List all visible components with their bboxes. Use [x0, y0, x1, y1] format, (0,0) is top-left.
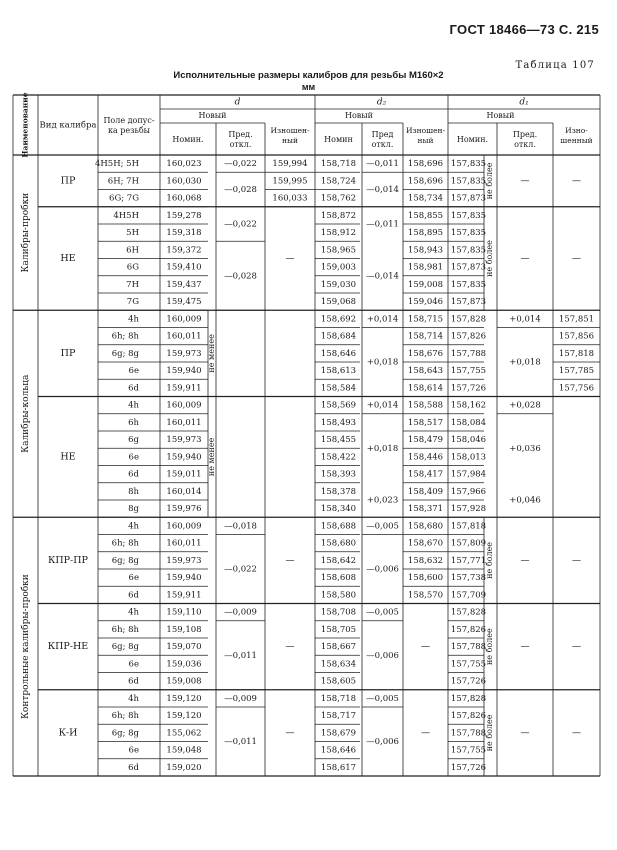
not-less-label: не менее: [207, 334, 216, 373]
tolerance-field: 4h: [128, 314, 139, 325]
not-more-label: не более: [485, 240, 494, 277]
d1-nominal: 157,835: [450, 176, 487, 187]
d2-worn: 158,643: [407, 366, 444, 377]
d2-nominal: 158,340: [320, 504, 357, 515]
d2-limit-deviation: +0,023: [366, 495, 399, 506]
d2-worn: 158,696: [407, 176, 444, 187]
d2-limit-deviation: —0,011: [366, 219, 399, 230]
d-limit-deviation: —0,009: [224, 693, 257, 704]
dash: —: [285, 254, 295, 264]
d2-limit-deviation: —0,005: [366, 693, 399, 704]
d2-nominal: 159,068: [320, 297, 357, 308]
d-nominal: 159,008: [166, 676, 202, 687]
d2-limit-deviation: +0,018: [366, 443, 399, 454]
tolerance-field: 6e: [128, 745, 139, 756]
d-nominal: 160,014: [166, 486, 202, 497]
d1-nominal: 157,873: [450, 297, 487, 308]
tolerance-field: 6g: [128, 435, 139, 446]
d-nominal: 160,011: [166, 331, 202, 342]
d1-nominal: 157,828: [450, 314, 487, 325]
header-naming: Наименование: [20, 92, 30, 158]
d2-nominal: 158,580: [320, 590, 357, 601]
d2-worn: 158,371: [407, 504, 444, 515]
d2-nominal: 158,493: [320, 417, 357, 428]
d-limit-deviation: —0,028: [224, 185, 257, 195]
d2-limit-deviation: —0,006: [366, 650, 399, 661]
d2-nominal: 158,617: [320, 762, 357, 773]
gauge-type-label: ПР: [60, 175, 76, 187]
tolerance-field: 6h; 8h: [111, 331, 139, 342]
d1-nominal: 157,828: [450, 693, 487, 704]
not-more-label: не более: [485, 162, 494, 200]
d1-nominal: 157,966: [450, 486, 487, 497]
d-nominal: 159,070: [166, 642, 202, 653]
d2-limit-deviation: —0,005: [366, 521, 399, 532]
d2-nominal: 158,455: [320, 435, 357, 446]
tolerance-field: 4h: [128, 521, 139, 532]
tolerance-field: 6d: [128, 676, 139, 687]
d2-limit-deviation: —0,005: [366, 607, 399, 618]
d2-worn: 158,417: [407, 469, 444, 480]
tolerance-field: 6G; 7G: [109, 193, 139, 204]
gauge-type-label: К-И: [58, 727, 78, 739]
d-nominal: 159,437: [166, 279, 202, 290]
gauge-type-label: КПР-ПР: [48, 554, 88, 566]
tolerance-field: 4h: [128, 400, 139, 411]
d1-nominal: 157,826: [450, 331, 487, 342]
d-nominal: 159,973: [166, 435, 202, 446]
header-d: d: [234, 97, 241, 108]
d2-worn: 159,008: [407, 279, 444, 290]
d2-limit-deviation: —0,011: [366, 159, 399, 170]
d-nominal: 159,318: [166, 228, 202, 239]
d2-worn: 158,479: [407, 435, 444, 446]
dash: —: [572, 555, 581, 566]
d2-nominal: 158,912: [320, 228, 357, 239]
d2-limit-deviation: +0,014: [366, 314, 399, 325]
gauge-type-label: НЕ: [60, 253, 76, 264]
d2-nominal: 158,680: [320, 538, 357, 549]
d1-nominal: 157,835: [450, 159, 487, 170]
d1-nominal: 157,809: [450, 538, 487, 549]
d-limit-deviation: —0,011: [224, 737, 257, 747]
d2-worn: 158,715: [407, 314, 444, 325]
table-unit: мм: [301, 82, 316, 92]
header-worn: Изношен-: [270, 126, 310, 135]
header-nominal: Номин.: [456, 135, 489, 144]
tolerance-field: 6d: [128, 469, 139, 480]
d1-nominal: 157,835: [450, 245, 487, 256]
d1-nominal: 158,046: [450, 435, 487, 446]
d-worn: 160,033: [272, 193, 308, 204]
header-worn: Изно-: [565, 126, 588, 135]
header-limit-dev: откл.: [229, 140, 252, 149]
tolerance-field: 7G: [126, 297, 139, 308]
standard-header: ГОСТ 18466—73 С. 215: [449, 22, 599, 37]
d-nominal: 160,030: [166, 176, 202, 187]
d1-nominal: 157,788: [450, 348, 487, 359]
d2-nominal: 158,724: [320, 176, 357, 187]
d1-limit-deviation: +0,028: [509, 400, 541, 411]
d1-limit-deviation: +0,014: [509, 314, 541, 325]
d2-nominal: 158,679: [320, 728, 357, 739]
d2-worn: 158,600: [407, 573, 444, 584]
gauge-type-label: КПР-НЕ: [47, 641, 89, 653]
d2-nominal: 158,646: [320, 745, 357, 756]
d1-nominal: 158,013: [450, 452, 487, 463]
d2-nominal: 158,608: [320, 573, 357, 584]
tolerance-field: 6d: [128, 762, 139, 773]
tolerance-field: 6e: [128, 659, 139, 670]
d2-nominal: 158,605: [320, 676, 357, 687]
d2-worn: 158,895: [407, 228, 444, 239]
d1-nominal: 158,084: [450, 417, 487, 428]
d-nominal: 160,011: [166, 538, 202, 549]
d1-nominal: 157,835: [450, 210, 487, 221]
d2-limit-deviation: —0,014: [366, 271, 399, 282]
tolerance-field: 6Н; 7Н: [107, 176, 139, 187]
d2-nominal: 158,613: [320, 366, 357, 377]
not-more-label: не более: [485, 628, 494, 666]
dash: —: [421, 728, 430, 739]
tolerance-field: 6h; 8h: [111, 624, 139, 635]
tolerance-field: 4Н5Н; 5Н: [94, 159, 139, 170]
group-label: Контрольные калибры-пробки: [21, 574, 31, 720]
d-limit-deviation: —0,028: [224, 271, 257, 282]
d2-limit-deviation: —0,006: [366, 737, 399, 747]
d-nominal: 159,120: [166, 711, 202, 722]
d1-nominal: 157,984: [450, 469, 487, 480]
d2-limit-deviation: —0,014: [366, 185, 399, 195]
d-nominal: 159,940: [166, 366, 202, 377]
d2-nominal: 158,378: [320, 486, 357, 497]
d1-worn: 157,785: [558, 366, 595, 377]
dash: —: [285, 728, 295, 739]
d2-worn: 158,943: [407, 245, 444, 256]
d1-limit-deviation: +0,018: [509, 357, 541, 368]
d1-worn: 157,756: [558, 383, 595, 394]
gauge-type-label: НЕ: [60, 451, 76, 463]
d-nominal: 160,009: [166, 400, 202, 411]
d1-nominal: 157,738: [450, 573, 487, 584]
header-worn: ный: [282, 136, 298, 145]
d1-nominal: 157,771: [450, 555, 487, 566]
d1-worn: 157,856: [558, 331, 595, 342]
dash: —: [572, 176, 581, 187]
d2-nominal: 158,718: [320, 693, 357, 704]
d-nominal: 159,475: [166, 297, 202, 308]
d-limit-deviation: —0,022: [224, 564, 257, 575]
d1-limit-deviation: +0,046: [509, 495, 541, 506]
header-new: Новый: [486, 111, 515, 120]
header-limit-dev: откл.: [514, 140, 536, 149]
tolerance-field: 6G: [126, 262, 139, 273]
d1-nominal: 157,788: [450, 728, 487, 739]
d2-worn: 158,680: [407, 521, 444, 532]
d2-worn: 158,570: [407, 590, 444, 601]
d-nominal: 159,973: [166, 348, 202, 359]
d2-worn: 158,588: [407, 400, 444, 411]
d2-nominal: 158,642: [320, 555, 357, 566]
d-nominal: 159,108: [166, 624, 202, 635]
header-worn: ный: [417, 136, 434, 145]
tolerance-field: 7Н: [126, 279, 139, 290]
tolerance-field: 5Н: [126, 228, 139, 239]
d-worn: 159,995: [272, 176, 308, 187]
tolerance-field: 6d: [128, 590, 139, 601]
tolerance-field: 6g; 8g: [111, 642, 139, 653]
dash: —: [520, 176, 530, 187]
d2-nominal: 158,708: [320, 607, 357, 618]
dash: —: [572, 254, 581, 264]
tolerance-field: 8g: [128, 504, 139, 515]
d-nominal: 160,011: [166, 417, 202, 428]
d1-nominal: 157,709: [450, 590, 487, 601]
header-tolerance: Поле допус-: [103, 116, 155, 125]
d-limit-deviation: —0,011: [224, 650, 257, 661]
d1-nominal: 157,826: [450, 624, 487, 635]
dash: —: [421, 642, 430, 653]
d-nominal: 159,410: [166, 262, 202, 273]
d-nominal: 160,068: [166, 193, 202, 204]
d2-limit-deviation: —0,006: [366, 564, 399, 575]
d2-worn: 158,981: [407, 262, 444, 273]
d1-nominal: 157,828: [450, 607, 487, 618]
d2-worn: 158,614: [407, 383, 444, 394]
tolerance-field: 6g; 8g: [111, 728, 139, 739]
d-nominal: 159,940: [166, 573, 202, 584]
d2-worn: 158,734: [407, 193, 444, 204]
d2-nominal: 158,634: [320, 659, 357, 670]
d1-worn: 157,818: [558, 348, 595, 359]
dash: —: [520, 642, 530, 653]
d2-worn: 158,696: [407, 159, 444, 170]
d-nominal: 160,009: [166, 314, 202, 325]
d1-worn: 157,851: [558, 314, 595, 325]
d2-worn: 158,855: [407, 210, 444, 221]
d2-nominal: 158,422: [320, 452, 357, 463]
d1-nominal: 157,826: [450, 711, 487, 722]
tolerance-field: 6e: [128, 573, 139, 584]
header-limit-dev: Пред.: [228, 130, 253, 139]
d2-worn: 158,676: [407, 348, 444, 359]
header-worn: шенный: [560, 136, 593, 145]
dash: —: [285, 642, 295, 653]
dash: —: [285, 555, 295, 566]
d-nominal: 159,020: [166, 762, 202, 773]
d2-nominal: 158,762: [320, 193, 357, 204]
tolerance-field: 6g; 8g: [111, 348, 139, 359]
d2-nominal: 158,393: [320, 469, 357, 480]
d2-nominal: 158,646: [320, 348, 357, 359]
d-nominal: 159,976: [166, 504, 202, 515]
d-nominal: 159,036: [166, 659, 202, 670]
dash: —: [572, 642, 581, 653]
header-nominal: Номин.: [172, 135, 204, 144]
d-nominal: 159,372: [166, 245, 202, 256]
d-nominal: 160,009: [166, 521, 202, 532]
d2-nominal: 158,965: [320, 245, 357, 256]
tolerance-field: 4Н5Н: [113, 210, 139, 221]
d-nominal: 159,911: [166, 383, 202, 394]
dash: —: [572, 728, 581, 739]
d-nominal: 159,940: [166, 452, 202, 463]
tolerance-field: 4h: [128, 607, 139, 618]
d2-limit-deviation: +0,018: [366, 357, 399, 368]
d1-nominal: 157,928: [450, 504, 487, 515]
d1-nominal: 157,873: [450, 262, 487, 273]
d2-nominal: 158,684: [320, 331, 357, 342]
d2-worn: 158,714: [407, 331, 444, 342]
d1-nominal: 157,726: [450, 383, 487, 394]
d1-nominal: 157,835: [450, 279, 487, 290]
tolerance-field: 6e: [128, 452, 139, 463]
d-nominal: 159,278: [166, 210, 202, 221]
d1-nominal: 157,873: [450, 193, 487, 204]
d-limit-deviation: —0,009: [224, 607, 257, 618]
d2-nominal: 158,692: [320, 314, 357, 325]
d2-worn: 159,046: [407, 297, 444, 308]
dash: —: [520, 728, 530, 739]
not-more-label: не более: [485, 714, 494, 752]
d1-nominal: 157,755: [450, 659, 487, 670]
group-label: Калибры-кольца: [21, 374, 31, 453]
tolerance-field: 6d: [128, 383, 139, 394]
header-limit-dev: откл.: [371, 140, 394, 149]
d2-nominal: 158,718: [320, 159, 357, 170]
header-worn: Изношен-: [405, 126, 446, 135]
tolerance-field: 6e: [128, 366, 139, 377]
header-new: Новый: [198, 111, 227, 120]
not-more-label: не более: [485, 541, 494, 579]
d2-nominal: 158,688: [320, 521, 357, 532]
d1-nominal: 157,726: [450, 676, 487, 687]
header-nominal: Номин: [324, 135, 353, 144]
d-nominal: 155,062: [166, 728, 202, 739]
d2-nominal: 159,030: [320, 279, 357, 290]
tolerance-field: 6h: [128, 417, 139, 428]
d-nominal: 159,973: [166, 555, 202, 566]
gauge-type-label: ПР: [60, 347, 76, 359]
d2-nominal: 158,705: [320, 624, 357, 635]
tolerance-field: 6Н: [126, 245, 139, 256]
d1-nominal: 158,162: [450, 400, 487, 411]
d1-nominal: 157,788: [450, 642, 487, 653]
d2-nominal: 158,584: [320, 383, 357, 394]
header-limit-dev: Пред.: [512, 130, 538, 139]
not-less-label: не менее: [207, 437, 216, 477]
d2-worn: 158,670: [407, 538, 444, 549]
table-number: Таблица 107: [515, 60, 595, 71]
d1-nominal: 157,818: [450, 521, 487, 532]
header-tolerance: ка резьбы: [107, 126, 151, 135]
tolerance-field: 6g; 8g: [111, 555, 139, 566]
d-nominal: 159,911: [166, 590, 202, 601]
header-new: Новый: [345, 111, 373, 120]
d2-worn: 158,632: [407, 555, 444, 566]
d1-nominal: 157,835: [450, 228, 487, 239]
d2-nominal: 158,717: [320, 711, 357, 722]
d1-nominal: 157,726: [450, 762, 487, 773]
d2-worn: 158,517: [407, 417, 444, 428]
d-limit-deviation: —0,018: [224, 521, 257, 532]
table-title: Исполнительные размеры калибров для резьбы М160×2: [173, 70, 444, 81]
tolerance-field: 4h: [128, 693, 139, 704]
d2-worn: 158,446: [407, 452, 444, 463]
d2-nominal: 158,569: [320, 400, 357, 411]
d-limit-deviation: —0,022: [224, 159, 257, 170]
d2-nominal: 158,872: [320, 210, 357, 221]
header-d1: d₁: [519, 97, 529, 108]
d-nominal: 159,110: [166, 607, 202, 618]
tolerance-field: 6h; 8h: [111, 711, 139, 722]
d1-nominal: 157,755: [450, 745, 487, 756]
d-nominal: 159,011: [166, 469, 202, 480]
d2-nominal: 159,003: [320, 262, 357, 273]
header-limit-dev: Пред: [371, 130, 394, 139]
d2-limit-deviation: +0,014: [366, 400, 399, 411]
d-worn: 159,994: [272, 159, 308, 170]
d2-nominal: 158,667: [320, 642, 357, 653]
d-nominal: 159,048: [166, 745, 202, 756]
tolerance-field: 6h; 8h: [111, 538, 139, 549]
d1-nominal: 157,755: [450, 366, 487, 377]
d1-limit-deviation: +0,036: [509, 443, 541, 454]
d-limit-deviation: —0,022: [224, 219, 257, 230]
d-nominal: 159,120: [166, 693, 202, 704]
tolerance-field: 8h: [128, 486, 139, 497]
dash: —: [520, 555, 530, 566]
d2-worn: 158,409: [407, 486, 444, 497]
d-nominal: 160,023: [166, 159, 202, 170]
group-label: Калибры-пробки: [21, 192, 31, 273]
dash: —: [520, 254, 530, 264]
header-gauge-type: Вид калибра: [39, 120, 97, 131]
header-d2: d₂: [376, 97, 387, 108]
